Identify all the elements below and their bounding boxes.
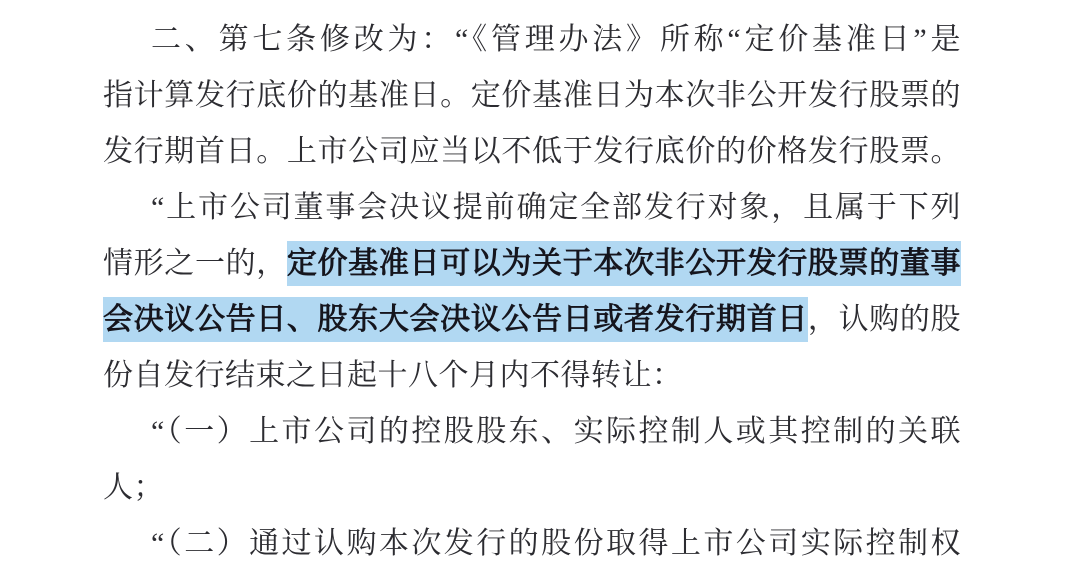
- text-segment: “（一）上市公司的控股股东、实际控制人或其控制的关联: [151, 415, 961, 448]
- highlighted-text: 会决议公告日、股东大会决议公告日或者发行期首日: [103, 297, 808, 342]
- text-line: [103, 404, 961, 460]
- text-segment: 指计算发行底价的基准日。定价基准日为本次非公开发行股票的: [103, 79, 961, 112]
- text-line: [103, 68, 961, 124]
- highlighted-text: 定价基准日可以为关于本次非公开发行股票的董事: [287, 241, 961, 286]
- text-line: [103, 124, 961, 180]
- text-segment: “上市公司董事会决议提前确定全部发行对象，且属于下列: [151, 191, 961, 224]
- text-segment: ，认购的股: [807, 303, 962, 336]
- text-segment: “（二）通过认购本次发行的股份取得上市公司实际控制权: [151, 527, 961, 560]
- text-line: [103, 12, 961, 68]
- text-line: [103, 236, 961, 292]
- text-line: [103, 348, 961, 404]
- text-segment: 份自发行结束之日起十八个月内不得转让：: [103, 359, 683, 392]
- text-segment: 人；: [103, 471, 164, 504]
- text-segment: 情形之一的，: [103, 247, 287, 280]
- text-segment: 二、第七条修改为：“《管理办法》所称“定价基准日”是: [151, 23, 961, 56]
- text-line: [103, 460, 961, 516]
- text-segment: 发行期首日。上市公司应当以不低于发行底价的价格发行股票。: [103, 135, 961, 168]
- text-line: [103, 516, 961, 572]
- text-line: [103, 180, 961, 236]
- text-line: [103, 292, 961, 348]
